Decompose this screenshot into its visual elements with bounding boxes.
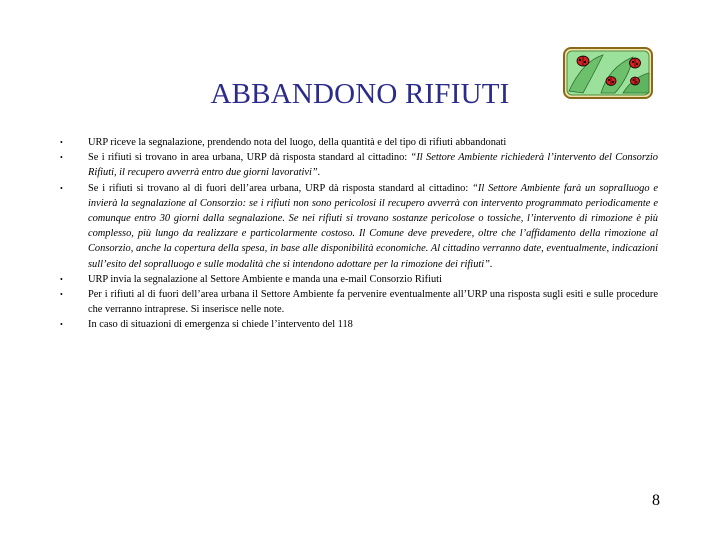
slide-title: ABBANDONO RIFIUTI (210, 78, 510, 110)
bullet-dot-icon: • (60, 153, 63, 163)
bullet-item (60, 181, 658, 272)
bullet-dot-icon: • (60, 320, 63, 330)
bullet-dot-icon: • (60, 183, 63, 193)
page-number: 8 (652, 492, 660, 509)
bullet-item (60, 287, 658, 317)
bullet-dot-icon: • (60, 290, 63, 300)
ladybug-logo-icon (563, 47, 653, 99)
bullet-quote: “Il Settore Ambiente richiederà l’intervento del Consorzio Rifiuti, il recupero avverrà entro due giorni lavorativi”. (88, 152, 658, 179)
bullet-text: URP invia la segnalazione al Settore Ambiente e manda una e-mail Consorzio Rifiuti (88, 273, 442, 285)
bullet-item (60, 317, 658, 332)
bullet-item (60, 150, 658, 180)
bullet-text: Se i rifiuti si trovano al di fuori dell’area urbana, URP dà risposta standard al cittadino: (88, 182, 473, 194)
bullet-text: Se i rifiuti si trovano in area urbana, URP dà risposta standard al cittadino: (88, 152, 411, 164)
bullet-text: Per i rifiuti al di fuori dell’area urbana il Settore Ambiente fa pervenire eventualmente all’URP una risposta sugli esiti e sulle procedure che verranno intraprese. Si inserisce nelle note. (88, 289, 658, 316)
bullet-dot-icon: • (60, 138, 63, 147)
bullet-item (60, 272, 658, 287)
bullet-list (60, 135, 658, 333)
bullet-text: In caso di situazioni di emergenza si chiede l’intervento del 118 (88, 319, 353, 331)
bullet-text: URP riceve la segnalazione, prendendo nota del luogo, della quantità e del tipo di rifiuti abbandonati (88, 137, 507, 148)
bullet-quote: “Il Settore Ambiente farà un sopralluogo e invierà la segnalazione al Consorzio: se i rifiuti non sono pericolosi il recupero avverrà con intervento programmato periodicamente e comunque entro 30 giorni dalla segnalazione. Se nei rifiuti si trovano sostanze pericolose o tossiche, l’intervento di rimozione è più complesso, più lungo da realizzare e particolarmente costoso. Il Comune deve prevedere, oltre che l’affidamento della rimozione al Consorzio, anche la copertura della spesa, in base alle disponibilità economiche. Al cittadino verranno date, eventualmente, indicazioni sull’esito del sopralluogo e sulle modalità che si intendono adottare per la rimozione dei rifiuti”. (88, 182, 658, 270)
bullet-dot-icon: • (60, 274, 63, 284)
bullet-item (60, 135, 658, 150)
